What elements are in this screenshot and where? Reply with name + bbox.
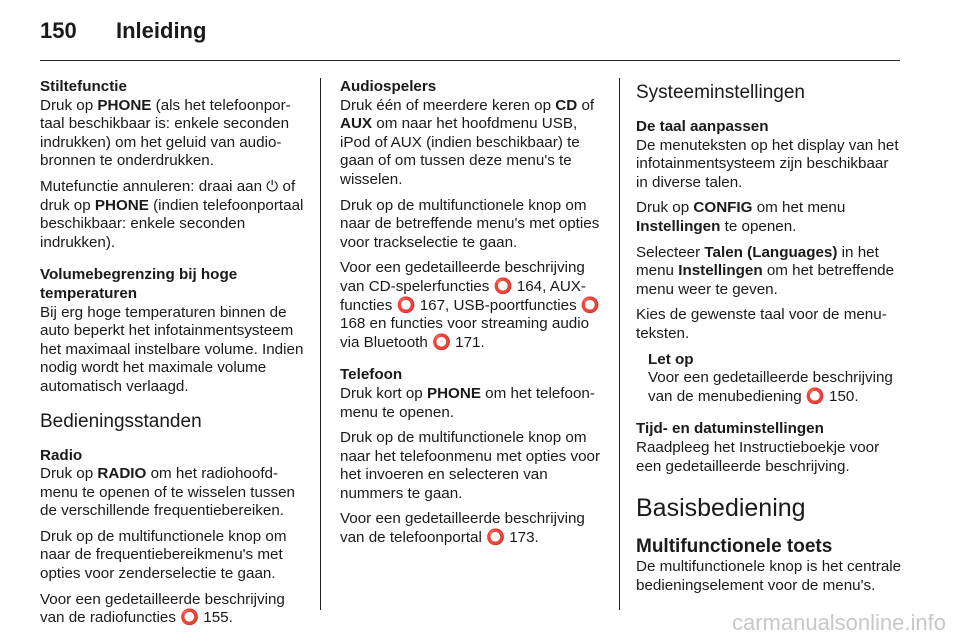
- paragraph: De menuteksten op het display van het infotainmentsysteem zijn beschikbaar in diverse talen.: [636, 136, 899, 191]
- paragraph: Druk op PHONE (als het telefoonportaal beschikbaar is: enkele seconden indrukken) om het geluid van audiobronnen te onderdrukken.: [40, 96, 291, 170]
- header-rule: [40, 60, 900, 61]
- column-divider-1: [320, 78, 321, 610]
- section-radio: [40, 447, 308, 628]
- column-1: [40, 78, 308, 635]
- note-box: [648, 351, 904, 407]
- heading-basic-operation: Basisbediening: [636, 494, 806, 523]
- paragraph: Druk op CONFIG om het menu Instellingen te openen.: [636, 199, 846, 235]
- paragraph: Raadpleeg het Instructieboekje voor een gedetailleerde beschrijving.: [636, 438, 880, 475]
- paragraph: Druk op de multifunctionele knop om naar het telefoonmenu met opties voor het invoeren en selecteren van nummers te gaan.: [340, 429, 601, 502]
- heading-multifunction-knob: Multifunctionele toets: [636, 536, 833, 558]
- paragraph: Druk één of meerdere keren op CD of AUX om naar het hoofdmenu USB, iPod of AUX (indien beschikbaar) te gaan of om tussen deze menu's te wisselen.: [340, 96, 595, 188]
- page-reference-link[interactable]: ⭕ 155.: [180, 609, 233, 627]
- section-time-date: [636, 420, 904, 476]
- heading-system-settings: Systeeminstellingen: [636, 82, 805, 103]
- paragraph: Druk op de multifunctionele knop om naar de frequentiebereikmenu's met opties voor zenderselectie te gaan.: [40, 527, 287, 583]
- section-title: Audiospelers: [340, 78, 437, 95]
- page-header: [40, 18, 206, 50]
- paragraph: Kies de gewenste taal voor de menuteksten.: [636, 306, 887, 342]
- paragraph: Selecteer Talen (Languages) in het menu Instellingen om het betreffende menu weer te geven.: [636, 243, 895, 298]
- column-2: [340, 78, 608, 555]
- heading-operating-modes: Bedieningsstanden: [40, 410, 202, 432]
- section-title: Radio: [40, 446, 83, 464]
- section-phone: [340, 366, 608, 547]
- note-title: Let op: [648, 350, 694, 368]
- paragraph: Druk op RADIO om het radiohoofdmenu te openen of te wisselen tussen de verschillende frequentiebereiken.: [40, 465, 295, 520]
- watermark: carmanualsonline.info: [731, 610, 946, 635]
- section-mute: [40, 78, 308, 252]
- paragraph: Mutefunctie annuleren: draai aan ⏻ of druk op PHONE (indien telefoonportaal beschikbaar: enkele seconden indrukken).: [40, 177, 304, 251]
- column-divider-2: [619, 78, 620, 610]
- section-audio-players: [340, 78, 608, 352]
- section-title: Stiltefunctie: [40, 78, 127, 95]
- paragraph: Voor een gedetailleerde beschrijving van de radiofuncties ⭕ 155.: [40, 590, 285, 627]
- paragraph: Voor een gedetailleerde beschrijving van CD-spelerfuncties ⭕ 164, AUX-functies ⭕ 167, USB-poortfuncties ⭕ 168 en functies voor streaming audio via Bluetooth ⭕ 171.: [340, 259, 600, 351]
- page-number: 150: [40, 18, 77, 43]
- paragraph: Druk kort op PHONE om het telefoonmenu te openen.: [340, 384, 595, 421]
- section-language: [636, 118, 904, 406]
- paragraph: Druk op de multifunctionele knop om naar de betreffende menu's met opties voor trackselectie te gaan.: [340, 196, 600, 251]
- power-knob-icon: ⏻: [266, 177, 279, 195]
- page-title: Inleiding: [116, 18, 207, 43]
- section-volume-limit: [40, 266, 308, 396]
- paragraph: De multifunctionele knop is het centrale bedieningselement voor de menu's.: [636, 558, 902, 594]
- paragraph: Voor een gedetailleerde beschrijving van de telefoonportal ⭕ 173.: [340, 510, 585, 547]
- column-3: [636, 78, 904, 602]
- paragraph: Bij erg hoge temperaturen binnen de auto beperkt het infotainmentsysteem het maximaal instelbare volume. Indien nodig wordt het maximale volume automatisch verlaagd.: [40, 303, 304, 395]
- section-title: Volumebegrenzing bij hoge temperaturen: [40, 266, 238, 302]
- section-title: Telefoon: [340, 366, 403, 384]
- section-title: De taal aanpassen: [636, 118, 769, 135]
- section-title: Tijd- en datuminstellingen: [636, 420, 824, 438]
- note-text: Voor een gedetailleerde beschrijving van de menubediening ⭕ 150.: [648, 369, 893, 405]
